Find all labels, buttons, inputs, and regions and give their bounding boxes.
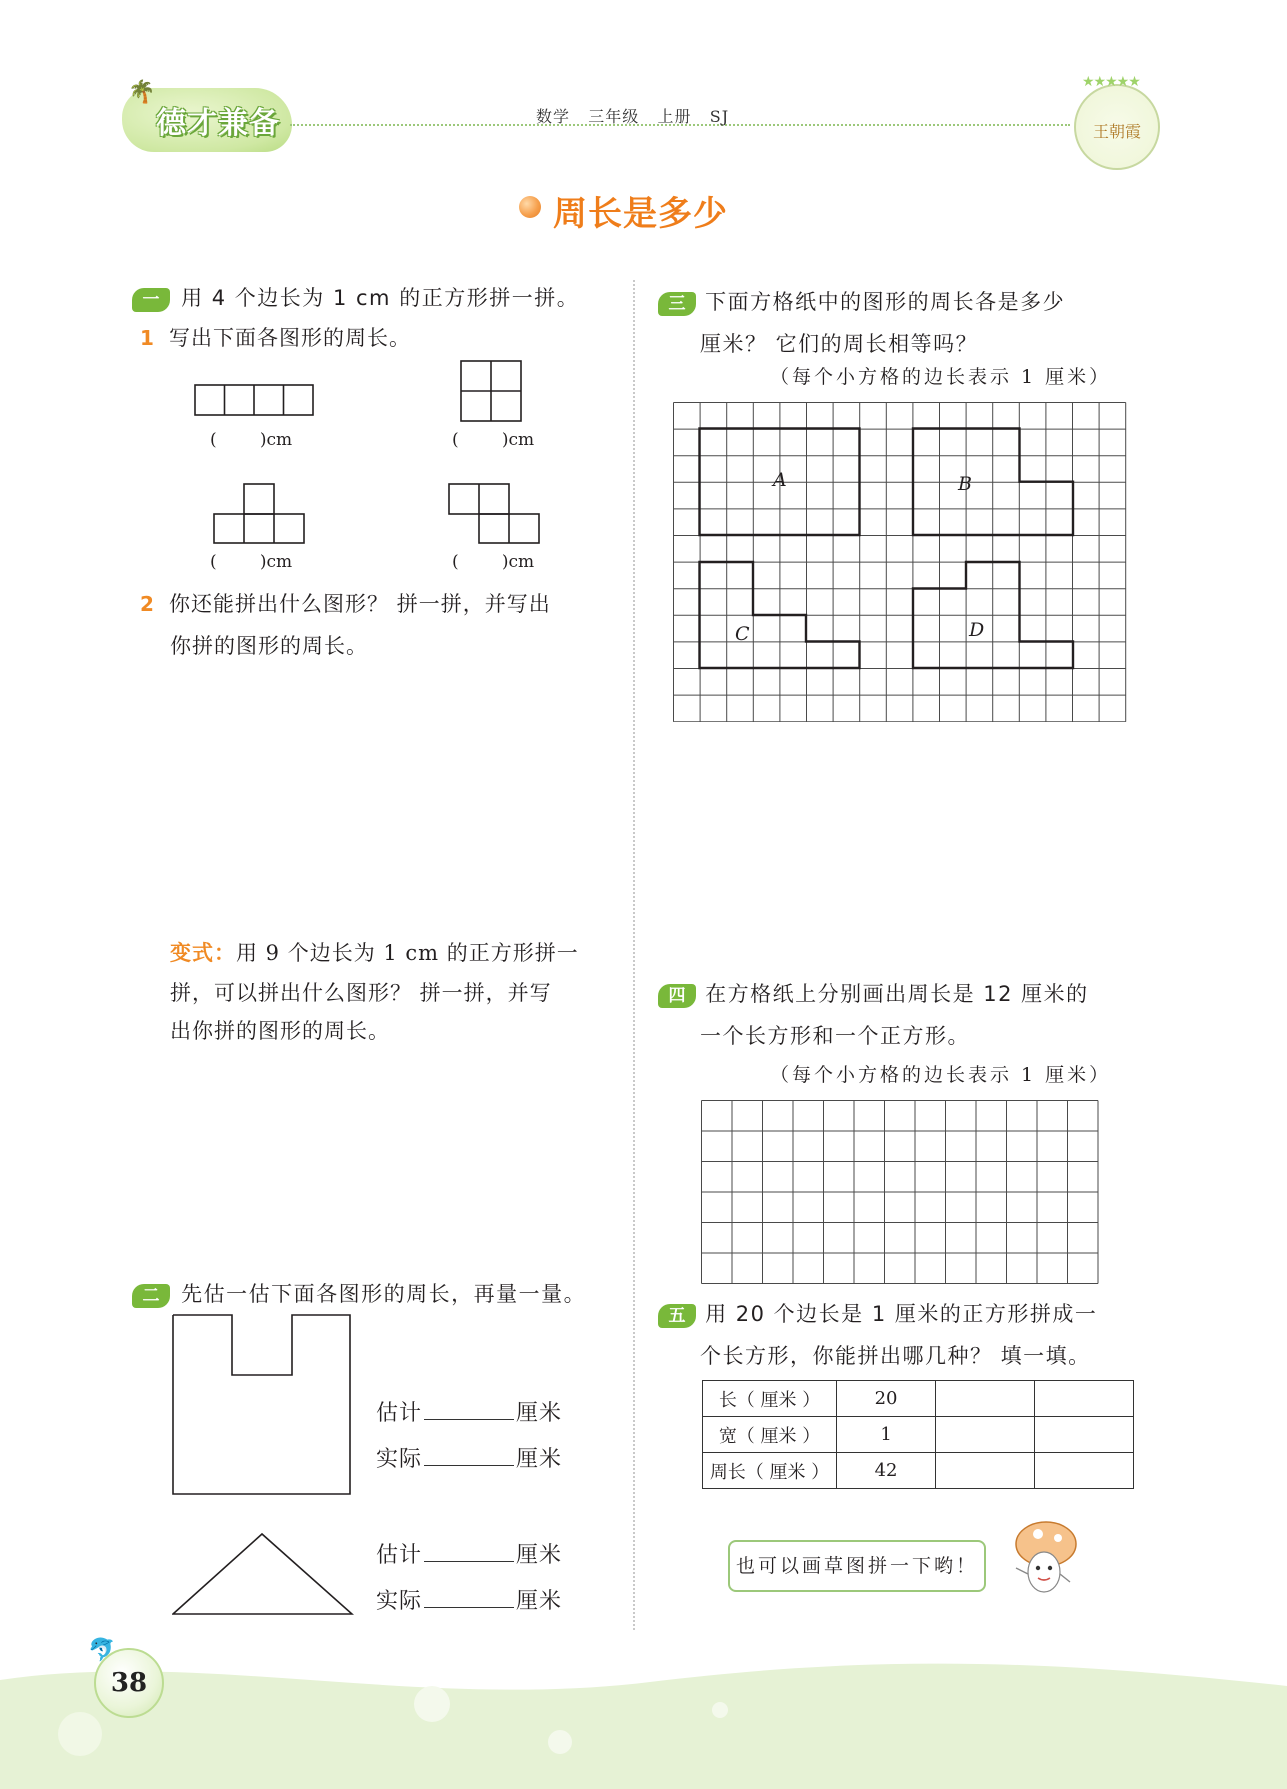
q3-note: （每个小方格的边长表示 1 厘米） — [770, 366, 1112, 388]
q1-variant — [170, 934, 630, 1050]
q5-line1: 用 20 个边长是 1 厘米的正方形拼成一 — [705, 1302, 1098, 1326]
row-label-perimeter: 周长（ 厘米 ） — [703, 1453, 837, 1489]
q5-line2: 个长方形，你能拼出哪几种？ 填一填。 — [700, 1344, 1091, 1368]
label-c: C — [735, 623, 750, 645]
variant-line3: 出你拼的图形的周长。 — [170, 1019, 390, 1043]
q1-sub2-line1: 你还能拼出什么图形？ 拼一拼，并写出 — [169, 592, 551, 616]
q1-sub1-number: 1 — [140, 326, 154, 350]
footer-wave — [0, 1650, 1287, 1789]
brand-title: 德才兼备 — [156, 106, 280, 141]
q4-badge: 四 — [658, 984, 696, 1008]
shape-triangle — [172, 1532, 354, 1616]
shape-u-notched — [172, 1314, 352, 1496]
shape-t — [213, 483, 307, 545]
q2-unit-4: 厘米 — [516, 1589, 563, 1614]
table-row — [703, 1417, 1134, 1453]
q2-estimate-blank-2[interactable] — [424, 1542, 514, 1562]
cell-length-1: 20 — [837, 1381, 936, 1417]
page-number: 38 — [94, 1648, 164, 1718]
label-a: A — [773, 469, 787, 491]
variant-line1: 用 9 个边长为 1 cm 的正方形拼一 — [236, 941, 579, 965]
publisher-seal — [1074, 84, 1160, 170]
q2-unit-3: 厘米 — [516, 1543, 563, 1568]
q2-estimate-row-2 — [376, 1538, 562, 1569]
table-row — [703, 1381, 1134, 1417]
q3-line2: 厘米？ 它们的周长相等吗？ — [700, 332, 979, 356]
q5-header — [658, 1294, 1148, 1376]
q1-sub1-text: 写出下面各图形的周长。 — [169, 326, 412, 350]
label-d: D — [969, 619, 985, 641]
cell-width-1: 1 — [837, 1417, 936, 1453]
q2-actual-blank-2[interactable] — [424, 1588, 514, 1608]
q3-badge: 三 — [658, 292, 696, 316]
q1-sub2-line2: 你拼的图形的周长。 — [170, 634, 368, 658]
seal-text: 王朝霞 — [1092, 122, 1141, 141]
cell-width-2[interactable] — [936, 1417, 1035, 1453]
palm-icon: 🌴 — [128, 80, 156, 105]
variant-label: 变式： — [170, 940, 236, 965]
star-icons: ★★★★★ — [1082, 74, 1140, 90]
q2-unit-1: 厘米 — [516, 1401, 563, 1426]
q1-sub2-number: 2 — [140, 592, 154, 616]
q5-table — [702, 1380, 1134, 1489]
cell-perimeter-2[interactable] — [936, 1453, 1035, 1489]
grid-q3 — [673, 402, 1127, 722]
cell-width-3[interactable] — [1035, 1417, 1134, 1453]
q1-prompt: 用 4 个边长为 1 cm 的正方形拼一拼。 — [181, 286, 580, 310]
cell-perimeter-1: 42 — [837, 1453, 936, 1489]
tip-bubble — [728, 1540, 986, 1592]
q2-actual-label-2: 实际 — [376, 1589, 423, 1614]
q2-actual-row-2 — [376, 1584, 562, 1615]
q4-line1: 在方格纸上分别画出周长是 12 厘米的 — [705, 982, 1089, 1006]
answer-blank-2[interactable]: ( )cm — [452, 430, 535, 450]
shape-z — [448, 483, 542, 545]
table-row — [703, 1453, 1134, 1489]
q2-badge: 二 — [132, 1284, 170, 1308]
q4-header — [658, 974, 1138, 1056]
running-head: 数学 三年级 上册 SJ — [536, 107, 730, 126]
q1-sub2 — [140, 588, 620, 660]
q1-header — [132, 282, 622, 312]
q3-header — [658, 282, 1138, 364]
q1-badge: 一 — [132, 288, 170, 312]
q4-line2: 一个长方形和一个正方形。 — [700, 1024, 970, 1048]
cell-length-3[interactable] — [1035, 1381, 1134, 1417]
shape-row-of-four — [194, 384, 316, 418]
page-title: 周长是多少 — [553, 194, 728, 234]
tip-text: 也可以画草图拼一下哟！ — [735, 1555, 978, 1577]
row-label-width: 宽（ 厘米 ） — [703, 1417, 837, 1453]
q2-prompt: 先估一估下面各图形的周长，再量一量。 — [181, 1282, 587, 1306]
answer-blank-4[interactable]: ( )cm — [452, 552, 535, 572]
q2-unit-2: 厘米 — [516, 1447, 563, 1472]
q2-estimate-blank-1[interactable] — [424, 1400, 514, 1420]
answer-blank-1[interactable]: ( )cm — [210, 430, 293, 450]
q2-actual-blank-1[interactable] — [424, 1446, 514, 1466]
q2-actual-row-1 — [376, 1442, 562, 1473]
variant-line2: 拼，可以拼出什么图形？ 拼一拼，并写 — [170, 981, 552, 1005]
q2-estimate-row-1 — [376, 1396, 562, 1427]
answer-blank-3[interactable]: ( )cm — [210, 552, 293, 572]
shape-two-by-two — [460, 360, 524, 424]
title-bullet-icon — [519, 196, 541, 218]
mushroom-mascot-icon — [1004, 1516, 1084, 1602]
dolphin-icon: 🐬 — [88, 1638, 116, 1663]
q4-note: （每个小方格的边长表示 1 厘米） — [770, 1064, 1112, 1086]
cell-perimeter-3[interactable] — [1035, 1453, 1134, 1489]
q5-badge: 五 — [658, 1304, 696, 1328]
q2-estimate-label-2: 估计 — [376, 1543, 423, 1568]
column-divider — [633, 280, 635, 1630]
q2-actual-label-1: 实际 — [376, 1447, 423, 1472]
q3-line1: 下面方格纸中的图形的周长各是多少 — [705, 290, 1066, 314]
grid-q4[interactable] — [701, 1100, 1101, 1286]
label-b: B — [958, 473, 972, 495]
q2-estimate-label-1: 估计 — [376, 1401, 423, 1426]
row-label-length: 长（ 厘米 ） — [703, 1381, 837, 1417]
q1-sub1 — [140, 322, 411, 352]
q2-header — [132, 1278, 632, 1308]
cell-length-2[interactable] — [936, 1381, 1035, 1417]
